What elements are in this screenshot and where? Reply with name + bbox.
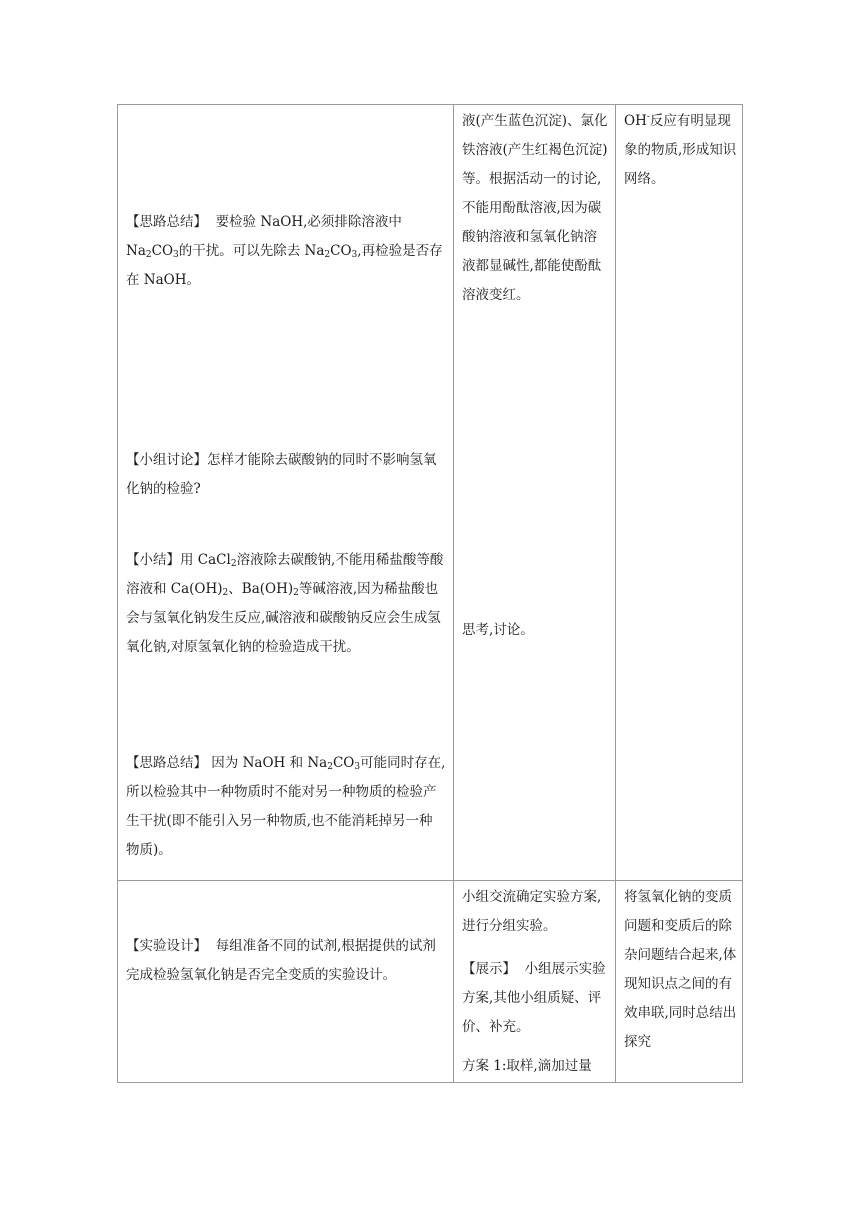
discussion-paragraph	[126, 446, 446, 504]
text: 可能同时存在,所以检验其中一种物质时不能对另一种物质的检验产生干扰(即不能引入另一种物质,也不能消耗掉另一种物质)。	[126, 755, 446, 858]
text: 溶液除去碳酸钠,不能用稀盐酸等酸溶液和 Ca(OH)	[126, 552, 444, 597]
subscript: 2	[222, 588, 229, 598]
student-paragraph: 思考,讨论。	[462, 622, 534, 638]
experiment-design-paragraph	[126, 932, 446, 990]
subscript: 3	[173, 250, 179, 260]
subscript: 2	[293, 588, 299, 598]
show-paragraph	[462, 955, 610, 1042]
subscript: 2	[230, 559, 237, 569]
text: 用 CaCl	[180, 552, 231, 568]
text: 的干扰。可以先除去 Na	[178, 243, 325, 259]
text: ,再检验是否存在 NaOH。	[126, 243, 443, 288]
text: CO	[151, 243, 174, 259]
text: 每组准备不同的试剂,根据提供的试剂完成检验氢氧化钠是否完全变质的实验设计。	[126, 938, 436, 983]
design-intent-cell	[616, 105, 743, 881]
subscript: 2	[324, 250, 331, 260]
text: CO	[332, 755, 355, 771]
design-intent-cell	[616, 881, 743, 1083]
text: 要检验 NaOH,必须排除溶液中 Na	[126, 214, 402, 259]
text: 怎样才能除去碳酸钠的同时不影响氢氧化钠的检验?	[126, 452, 437, 497]
student-paragraph: 液(产生蓝色沉淀)、氯化铁溶液(产生红褐色沉淀)等。根据活动一的讨论,不能用酚酞溶液,因为碳酸钠溶液和氢氧化钠溶液都显碱性,都能使酚酞溶液变红。	[462, 113, 608, 303]
text: 反应有明显现象的物质,形成知识网络。	[624, 113, 737, 187]
student-activity-cell	[454, 881, 616, 1083]
section-tag: 【思路总结】	[126, 755, 207, 771]
section-tag: 【小组讨论】	[126, 452, 207, 468]
subscript: 3	[354, 762, 361, 772]
summary-paragraph	[126, 208, 446, 295]
intent-paragraph	[624, 107, 738, 194]
superscript: -	[646, 112, 650, 122]
table-row	[118, 105, 743, 881]
intent-paragraph: 将氢氧化钠的变质问题和变质后的除杂问题结合起来,体现知识点之间的有效串联,同时总结出探究	[624, 889, 737, 1050]
text: 小组展示实验方案,其他小组质疑、评价、补充。	[462, 961, 606, 1035]
student-activity-cell	[454, 105, 616, 881]
table-row	[118, 881, 743, 1083]
subscript: 2	[145, 250, 152, 260]
section-tag: 【思路总结】	[126, 214, 207, 230]
text: 、Ba(OH)	[228, 581, 294, 597]
conclusion-paragraph	[126, 546, 446, 662]
text: 因为 NaOH 和 Na	[211, 755, 328, 771]
plan-paragraph: 方案 1:取样,滴加过量	[462, 1058, 592, 1074]
text: 等碱溶液,因为稀盐酸也会与氢氧化钠发生反应,碱溶液和碳酸钠反应会生成氢氧化钠,对原氢氧化钠的检验造成干扰。	[126, 581, 441, 655]
lesson-plan-table	[117, 104, 743, 1083]
subscript: 3	[351, 250, 358, 260]
text: OH	[624, 113, 647, 129]
student-paragraph: 小组交流确定实验方案,进行分组实验。	[462, 889, 602, 934]
text: CO	[330, 243, 352, 259]
teacher-activity-cell	[118, 881, 454, 1083]
section-tag: 【小结】	[126, 552, 180, 568]
section-tag: 【实验设计】	[126, 938, 207, 954]
summary-paragraph	[126, 749, 446, 865]
subscript: 2	[327, 762, 333, 772]
section-tag: 【展示】	[462, 961, 516, 977]
teacher-activity-cell	[118, 105, 454, 881]
